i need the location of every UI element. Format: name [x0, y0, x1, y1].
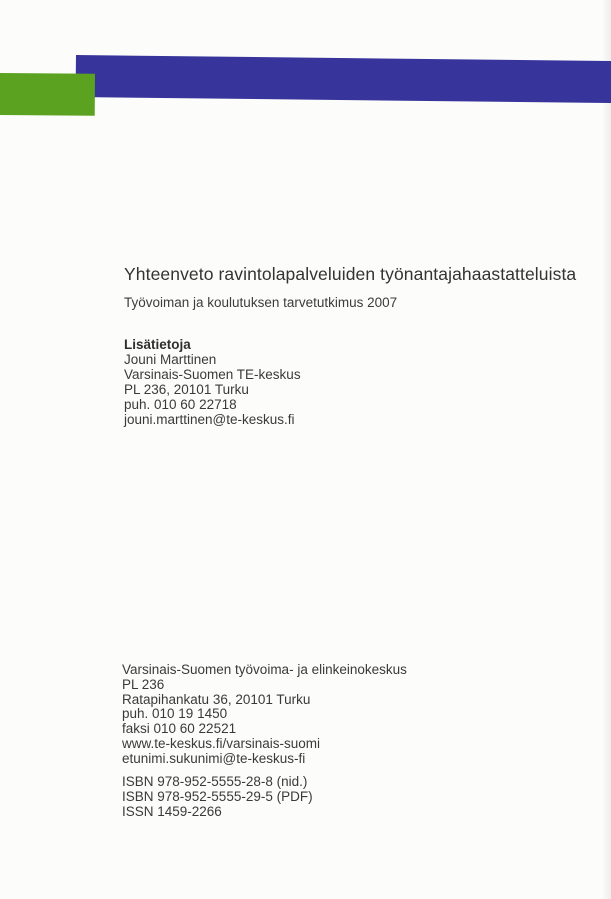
- issn: ISSN 1459-2266: [122, 804, 222, 819]
- contact-heading: Lisätietoja: [124, 337, 191, 352]
- publisher-website: www.te-keskus.fi/varsinais-suomi: [122, 735, 321, 751]
- publisher-po-box: PL 236: [122, 676, 165, 692]
- publisher-fax: faksi 010 60 22521: [122, 721, 237, 737]
- publisher-name: Varsinais-Suomen työvoima- ja elinkeinokeskus: [122, 662, 407, 677]
- scan-edge-shadow: [602, 0, 611, 899]
- report-subtitle: Työvoiman ja koulutuksen tarvetutkimus 2007: [124, 295, 398, 310]
- isbn-pdf: ISBN 978-952-5555-29-5 (PDF): [122, 789, 313, 804]
- publisher-street-address: Ratapihankatu 36, 20101 Turku: [122, 691, 311, 707]
- green-banner-block: [0, 73, 95, 116]
- publisher-phone: puh. 010 19 1450: [122, 706, 228, 722]
- contact-email: jouni.marttinen@te-keskus.fi: [124, 412, 295, 427]
- contact-postal-address: PL 236, 20101 Turku: [124, 382, 249, 397]
- publication-identifiers-block: [122, 774, 313, 819]
- report-title: Yhteenveto ravintolapalveluiden työnantajahaastatteluista: [124, 264, 577, 284]
- publisher-email-format: etunimi.sukunimi@te-keskus-fi: [122, 750, 306, 766]
- contact-phone: puh. 010 60 22718: [124, 397, 237, 412]
- contact-organization: Varsinais-Suomen TE-keskus: [124, 367, 301, 382]
- contact-info-block: [124, 337, 301, 427]
- blue-banner-bar: [76, 55, 611, 103]
- isbn-printed: ISBN 978-952-5555-28-8 (nid.): [122, 774, 308, 789]
- contact-person-name: Jouni Marttinen: [124, 352, 217, 367]
- publisher-info-block: [122, 663, 407, 767]
